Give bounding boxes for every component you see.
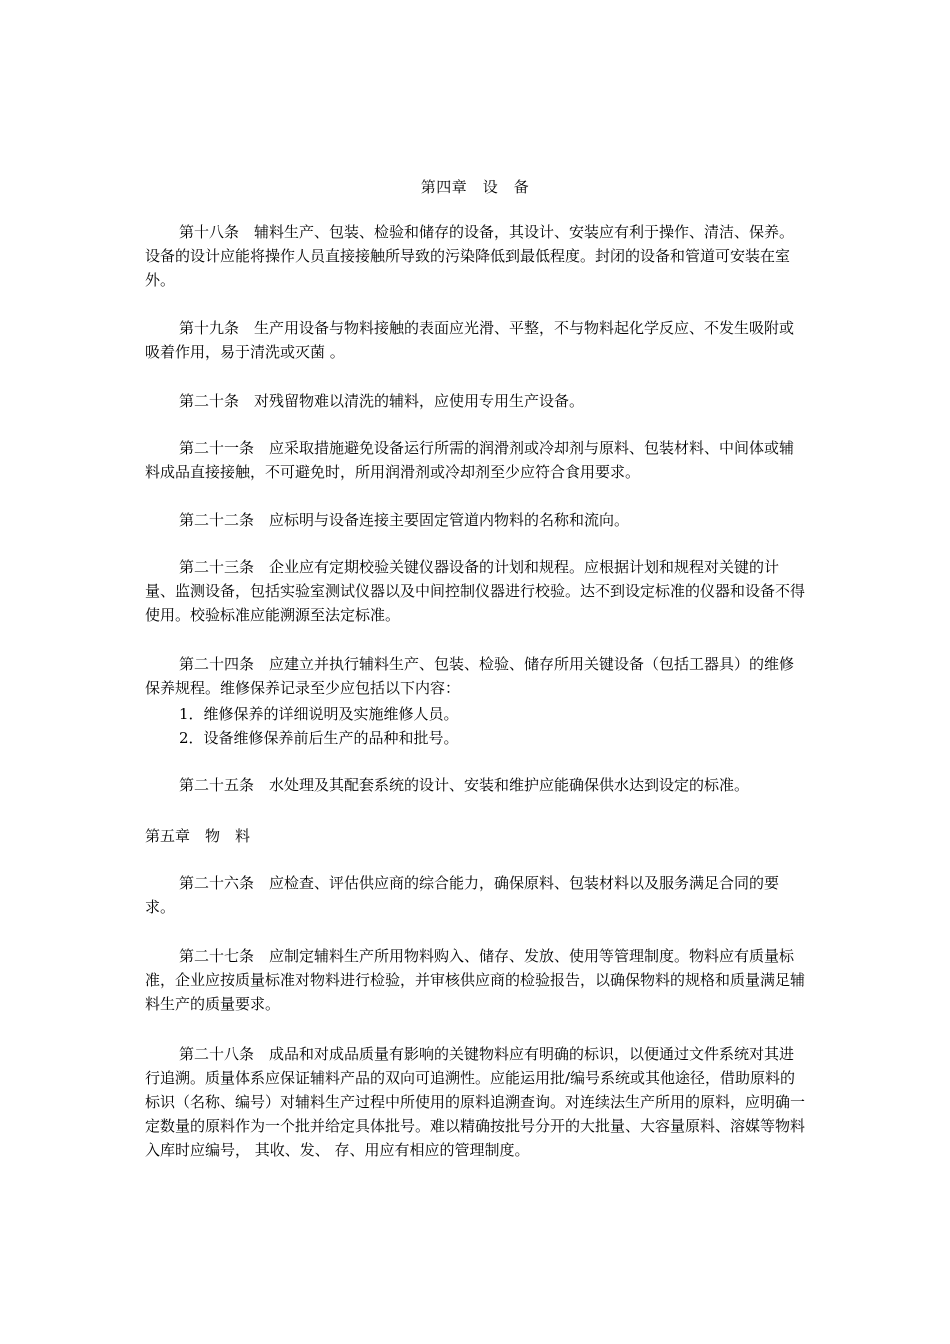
list-item: 1．维修保养的详细说明及实施维修人员。 <box>179 705 459 723</box>
article-24: 第二十四条 应建立并执行辅料生产、包装、检验、储存所用关键设备（包括工器具）的维修保养规程。维修保养记录至少应包括以下内容： <box>145 655 795 697</box>
article-28: 第二十八条 成品和对成品质量有影响的关键物料应有明确的标识，以便通过文件系统对其进行追溯。质量体系应保证辅料产品的双向可追溯性。应能运用批/编号系统或其他途径，借助原料的标识（名称、编号）对辅料生产过程中所使用的原料追溯查询。对连续法生产所用的原料，应明确一定数量的原料作为一个批并给定具体批号。难以精确按批号分开的大批量、大容量原料、溶媒等物料入库时应编号， 其收、发、 存、用应有相应的管理制度。 <box>145 1045 806 1159</box>
chapter-4-title: 第四章 设 备 <box>420 178 530 196</box>
list-item: 2．设备维修保养前后生产的品种和批号。 <box>179 729 459 747</box>
article-22: 第二十二条 应标明与设备连接主要固定管道内物料的名称和流向。 <box>179 511 630 529</box>
article-19: 第十九条 生产用设备与物料接触的表面应光滑、平整，不与物料起化学反应、不发生吸附或吸着作用，易于清洗或灭菌 。 <box>145 319 795 361</box>
article-23: 第二十三条 企业应有定期校验关键仪器设备的计划和规程。应根据计划和规程对关键的计量、监测设备，包括实验室测试仪器以及中间控制仪器进行校验。达不到设定标准的仪器和设备不得使用。校验标准应能溯源至法定标准。 <box>145 558 806 624</box>
chapter-5-title: 第五章 物 料 <box>145 827 251 845</box>
article-25: 第二十五条 水处理及其配套系统的设计、安装和维护应能确保供水达到设定的标准。 <box>179 776 750 794</box>
article-20: 第二十条 对残留物难以清洗的辅料，应使用专用生产设备。 <box>179 392 585 410</box>
article-18: 第十八条 辅料生产、包装、检验和储存的设备，其设计、安装应有利于操作、清洁、保养。设备的设计应能将操作人员直接接触所导致的污染降低到最低程度。封闭的设备和管道可安装在室外。 <box>145 223 795 289</box>
article-21: 第二十一条 应采取措施避免设备运行所需的润滑剂或冷却剂与原料、包装材料、中间体或辅料成品直接接触，不可避免时，所用润滑剂或冷却剂至少应符合食用要求。 <box>145 439 795 481</box>
article-27: 第二十七条 应制定辅料生产所用物料购入、储存、发放、使用等管理制度。物料应有质量标准，企业应按质量标准对物料进行检验，并审核供应商的检验报告，以确保物料的规格和质量满足辅料生产的质量要求。 <box>145 947 806 1013</box>
article-26: 第二十六条 应检查、评估供应商的综合能力，确保原料、包装材料以及服务满足合同的要求。 <box>145 874 780 916</box>
